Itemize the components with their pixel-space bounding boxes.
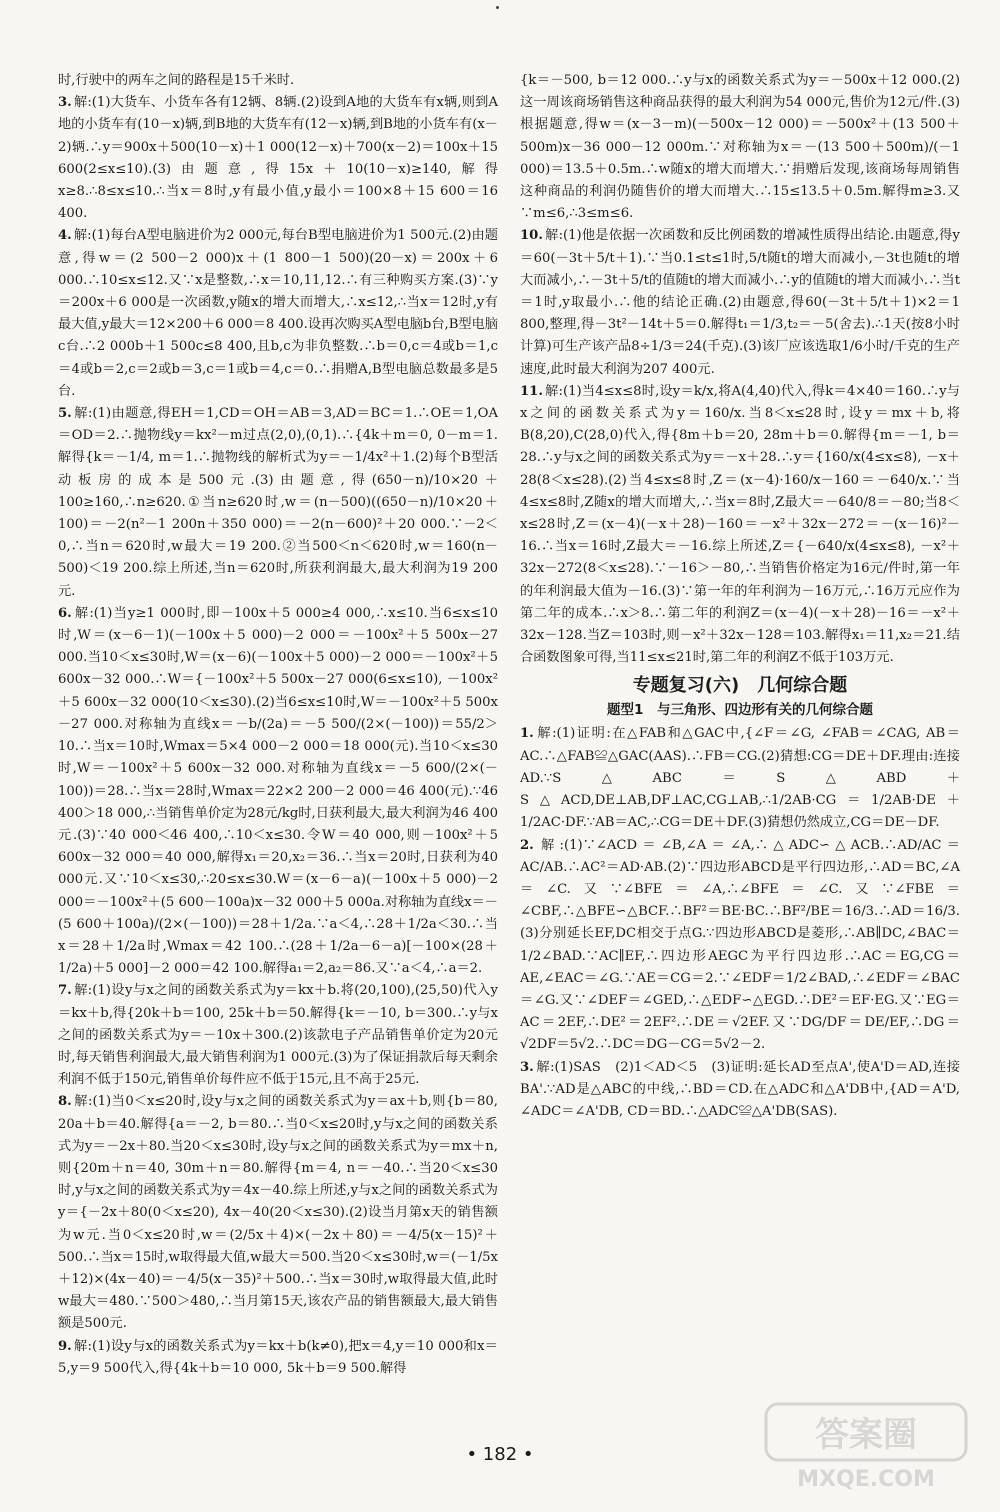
watermark-url: MXQE.COM [797,1467,935,1492]
section-title: 专题复习(六) 几何综合题 [632,675,848,697]
answer-item [58,603,498,980]
answer-item [520,723,960,834]
answer-item [58,225,498,403]
section-subtitle: 题型1 与三角形、四边形有关的几何综合题 [607,702,873,719]
item-text: 时,行驶中的两车之间的路程是15千米时. [58,73,295,88]
right-column [520,70,960,1123]
item-text: {k＝－500, b＝12 000.∴y与x的函数关系式为y＝－500x＋12 000.(2)这一周该商场销售这种商品获得的最大利润为54 000元,售价为12元/件.(3)根据题意,得w＝(x－3－m)(－500x－12 000)＝－500x²＋(13 500＋500m)x－36 000－12 000m.∵对称轴为x＝－(13 500＋500m)/(－1 000)＝13.5＋0.5m.∴w随x的增大而增大.∵捐赠后发现,该商场每周销售这种商品的利润仍随售价的增大而增大.∴15≤13.5＋0.5m.解得m≥3.又∵m≤6,∴3≤m≤6. [520,73,960,222]
item-text: 解:(1)大货车、小货车各有12辆、8辆.(2)设到A地的大货车有x辆,则到A地的小货车有(10－x)辆,到B地的大货车有(12－x)辆,到B地的小货车有(x－2)辆.∴y＝900x＋500(10－x)＋1 000(12－x)＋700(x－2)＝100x＋15 600(2≤x≤10).(3)由题意,得15x＋10(10－x)≥140,解得x≥8.∴8≤x≤10.∴当x＝8时,y有最小值,y最小＝100×8＋15 600＝16 400. [58,95,498,222]
item-number: 5. [58,406,72,422]
item-number: 10. [520,228,543,244]
item-text: 解:(1)由题意,得EH＝1,CD＝OH＝AB＝3,AD＝BC＝1.∴OE＝1,OA＝OD＝2.∴抛物线y＝kx²－m过点(2,0),(0,1).∴{4k＋m＝0, 0－m＝1.解得{k＝－1/4, m＝1.∴抛物线的解析式为y＝－1/4x²＋1.(2)每个B型活动板房的成本是500元.(3)由题意,得(650－n)/10×20＋100≥160,∴n≥620.①当n≥620时,w＝(n－500)((650－n)/10×20＋100)＝－2(n²－1 200n＋350 000)＝－2(n－600)²＋20 000.∵－2＜0,∴当n＝620时,w最大＝19 200.②当500＜n＜620时,w＝160(n－500)＜19 200.综上所述,当n＝620时,所获利润最大,最大利润为19 200元. [58,406,498,599]
item-text: 解:(1)当y≥1 000时,即－100x＋5 000≥4 000,∴x≤10.当6≤x≤10时,W＝(x－6－1)(－100x＋5 000)－2 000＝－100x²＋5 500x－27 000.当10＜x≤30时,W＝(x－6)(－100x＋5 000)－2 000＝－100x²＋5 600x－32 000.∴W＝{－100x²＋5 500x－27 000(6≤x≤10), －100x²＋5 600x－32 000(10＜x≤30).(2)当6≤x≤10时,W＝－100x²＋5 500x－27 000.对称轴为直线x＝－b/(2a)＝－5 500/(2×(－100))＝55/2＞10.∴当x＝10时,Wmax＝5×4 000－2 000＝18 000(元).当10＜x≤30时,W＝－100x²＋5 600x－32 000.对称轴为直线x＝－5 600/(2×(－100))＝28.∴当x＝28时,Wmax＝22×2 200－2 000＝46 400(元).∵46 400＞18 000,∴当销售单价定为28元/kg时,日获利最大,最大利润为46 400元.(3)∵40 000＜46 400,∴10＜x≤30.令W＝40 000,则－100x²＋5 600x－32 000＝40 000,解得x₁＝20,x₂＝36.∴当x＝20时,日获利为40 000元.又∵10＜x≤30,∴20≤x≤30.W＝(x－6－a)(－100x＋5 000)－2 000＝－100x²＋(5 600－100a)x－32 000＋5 000a.对称轴为直线x＝－(5 600＋100a)/(2×(－100))＝28＋1/2a.∵a＜4,∴28＋1/2a＜30.∴当x＝28＋1/2a时,Wmax＝42 100.∴(28＋1/2a－6－a)[－100×(28＋1/2a)＋5 000]－2 000＝42 100.解得a₁＝2,a₂＝86.又∵a＜4,∴a＝2. [58,605,498,977]
right-column-section-items [520,723,960,1123]
item-number: 4. [58,228,72,244]
item-number: 3. [520,1059,534,1075]
item-text: 解:(1)当0＜x≤20时,设y与x之间的函数关系式为y＝ax＋b,则{b＝80, 20a＋b＝40.解得{a＝－2, b＝80.∴当0＜x≤20时,y与x之间的函数关系式为y＝－2x＋80.当20＜x≤30时,设y与x之间的函数关系式为y＝mx＋n,则{20m＋n＝40, 30m＋n＝80.解得{m＝4, n＝－40.∴当20＜x≤30时,y与x之间的函数关系式为y＝4x－40.综上所述,y与x之间的函数关系式为y＝{－2x＋80(0＜x≤20), 4x－40(20＜x≤30).(2)设当月第x天的销售额为w元.当0＜x≤20时,w＝(2/5x＋4)×(－2x＋80)＝－4/5(x－15)²＋500.∴当x＝15时,w取得最大值,w最大＝500.当20＜x≤30时,w＝(－1/5x＋12)×(4x－40)＝－4/5(x－35)²＋500.∴当x＝30时,w取得最大值,此时w最大＝480.∵500＞480,∴当月第15天,该农产品的销售额最大,最大销售额是500元. [58,1094,498,1332]
item-text: 解:(1)SAS (2)1＜AD＜5 (3)证明:延长AD至点A',使A'D＝AD,连接BA'.∵AD是△ABC的中线,∴BD＝CD.在△ADC和△A'DB中,{AD＝A'D, ∠ADC＝∠A'DB, CD＝BD.∴△ADC≌△A'DB(SAS). [520,1059,960,1119]
answer-item [520,381,960,670]
left-column [58,70,498,1380]
item-text: 解:(1)他是依据一次函数和反比例函数的增减性质得出结论.由题意,得y＝60(－3t＋5/t＋1).∵当0.1≤t≤1时,5/t随t的增大而减小,－3t也随t的增大而减小,∴－3t＋5/t的值随t的增大而减小.∴y的值随t的增大而减小.∴当t＝1时,y取最小.∴他的结论正确.(2)由题意,得60(－3t＋5/t＋1)×2＝1 800,整理,得－3t²－14t＋5＝0.解得t₁＝1/3,t₂＝－5(舍去).∴1天(按8小时计算)可生产该产品8÷1/3＝24(千克).(3)该厂应该选取1/6小时/千克的生产速度,此时最大利润为207 400元. [520,228,960,377]
answer-item [520,225,960,380]
answer-item [58,1336,498,1380]
item-text: 解:(1)设y与x的函数关系式为y＝kx＋b(k≠0),把x＝4,y＝10 000和x＝5,y＝9 500代入,得{4k＋b＝10 000, 5k＋b＝9 500.解得 [58,1338,498,1376]
scan-dot [496,6,499,9]
answer-item [58,1091,498,1335]
item-number: 11. [520,383,543,399]
watermark-text: 答案圈 [815,1415,917,1455]
watermark-logo [762,1398,972,1494]
item-text: 解:(1)设y与x之间的函数关系式为y＝kx＋b.将(20,100),(25,50)代入y＝kx＋b,得{20k＋b＝100, 25k＋b＝50.解得{k＝－10, b＝300.∴y与x之间的函数关系式为y＝－10x＋300.(2)该款电子产品销售单价定为20元时,每天销售利润最大,最大销售利润为1 000元.(3)为了保证捐款后每天剩余利润不低于150元,销售单价每件应不低于15元,且不高于25元. [58,983,498,1088]
answer-item [58,403,498,603]
item-text: 解:(1)∵∠ACD＝∠B,∠A＝∠A,∴△ADC∽△ACB.∴AD/AC＝AC/AB.∴AC²＝AD·AB.(2)∵四边形ABCD是平行四边形,∴AD＝BC,∠A＝∠C.又∵∠BFE＝∠A,∴∠BFE＝∠C.又∵∠FBE＝∠CBF,∴△BFE∽△BCF.∴BF²＝BE·BC.∴BF²/BE＝16/3.∴AD＝16/3.(3)分别延长EF,DC相交于点G.∵四边形ABCD是菱形,∴AB∥DC,∠BAC＝1/2∠BAD.∵AC∥EF,∴四边形AEGC为平行四边形.∴AC＝EG,CG＝AE,∠EAC＝∠G.∵AE＝CG＝2.∵∠EDF＝1/2∠BAD,∴∠EDF＝∠BAC＝∠G.又∵∠DEF＝∠GED,∴△EDF∽△EGD.∴DE²＝EF·EG.又∵EG＝AC＝2EF,∴DE²＝2EF².∴DE＝√2EF.又∵DG/DF＝DE/EF,∴DG＝√2DF＝5√2.∴DC＝DG－CG＝5√2－2. [520,837,960,1053]
item-number: 6. [58,605,72,621]
item-number: 3. [58,95,72,111]
page-number: • 182 • [466,1444,534,1465]
item-number: 7. [58,983,72,999]
item-number: 1. [520,726,534,742]
right-column-items [520,70,960,669]
answer-item [58,70,498,92]
answer-item [58,980,498,1091]
item-text: 解:(1)证明:在△FAB和△GAC中,{∠F＝∠G, ∠FAB＝∠CAG, AB＝AC.∴△FAB≌△GAC(AAS).∴FB＝CG.(2)猜想:CG＝DE＋DF.理由:连接AD.∵S△ABC＝S△ABD＋S△ACD,DE⊥AB,DF⊥AC,CG⊥AB,∴1/2AB·CG＝1/2AB·DE＋1/2AC·DF.∵AB＝AC,∴CG＝DE＋DF.(3)猜想仍然成立,CG＝DE－DF. [520,726,960,831]
item-number: 2. [520,837,534,853]
item-text: 解:(1)每台A型电脑进价为2 000元,每台B型电脑进价为1 500元.(2)由题意,得w＝(2 500－2 000)x＋(1 800－1 500)(20－x)＝200x＋6 000.∴10≤x≤12.又∵x是整数,∴x＝10,11,12.∴有三种购买方案.(3)∵y＝200x＋6 000是一次函数,y随x的增大而增大,∴x≤12,∴当x＝12时,y有最大值,y最大＝12×200＋6 000＝8 400.设再次购买A型电脑b台,B型电脑c台.∴2 000b＋1 500c≤8 400,且b,c为非负整数.∴b＝0,c＝4或b＝1,c＝4或b＝2,c＝2或b＝3,c＝1或b＝4,c＝0.∴捐赠A,B型电脑总数最多是5台. [58,228,498,399]
item-text: 解:(1)当4≤x≤8时,设y＝k/x,将A(4,40)代入,得k＝4×40＝160.∴y与x之间的函数关系式为y＝160/x.当8＜x≤28时,设y＝mx＋b,将B(8,20),C(28,0)代入,得{8m＋b＝20, 28m＋b＝0.解得{m＝－1, b＝28.∴y与x之间的函数关系式为y＝－x＋28.∴y＝{160/x(4≤x≤8), －x＋28(8＜x≤28).(2)当4≤x≤8时,Z＝(x－4)·160/x－160＝－640/x.∵当4≤x≤8时,Z随x的增大而增大,∴当x＝8时,Z最大＝－640/8＝－80;当8＜x≤28时,Z＝(x－4)(－x＋28)－160＝－x²＋32x－272＝－(x－16)²－16.∴当x＝16时,Z最大＝－16.综上所述,Z＝{－640/x(4≤x≤8), －x²＋32x－272(8＜x≤28).∵－16＞－80,∴当销售价格定为16元/件时,第一年的年利润最大值为－16.(3)∵第一年的年利润为－16万元,∴16万元应作为第二年的成本.∴x＞8.∴第二年的利润Z＝(x－4)(－x＋28)－16＝－x²＋32x－128.当Z＝103时,则－x²＋32x－128＝103.解得x₁＝11,x₂＝21.结合函数图象可得,当11≤x≤21时,第二年的利润Z不低于103万元. [520,383,960,666]
answer-item [520,70,960,225]
item-number: 9. [58,1338,72,1354]
answer-item [58,92,498,225]
item-number: 8. [58,1094,72,1110]
answer-item [520,1057,960,1124]
answer-item [520,835,960,1057]
